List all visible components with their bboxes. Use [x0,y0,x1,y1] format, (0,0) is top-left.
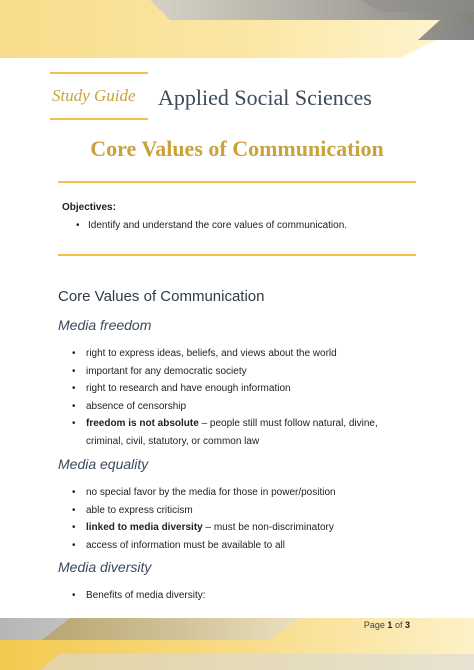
section-heading: Core Values of Communication [58,288,265,305]
list-item: • access of information must be available to all [72,537,412,555]
media-freedom-list [72,345,412,450]
page-number: Page 1 of 3 [363,620,410,630]
study-guide-label: Study Guide [52,86,136,105]
divider-top [58,181,416,183]
objectives-list [62,219,412,232]
subject-title: Applied Social Sciences [158,85,372,110]
subheading-media-freedom: Media freedom [58,317,152,333]
subheading-media-equality: Media equality [58,456,149,472]
header-banner [0,0,474,58]
objectives-block [62,202,412,232]
document-header [50,72,430,126]
document-title: Core Values of Communication [90,136,384,161]
study-guide-box [50,72,148,120]
objective-item: • Identify and understand the core values of communication. [62,219,412,232]
list-item: • important for any democratic society [72,363,412,381]
divider-bottom [58,254,416,256]
objectives-heading: Objectives: [62,202,116,213]
media-diversity-list [72,587,412,605]
list-item: • absence of censorship [72,398,412,416]
list-item: • linked to media diversity – must be non-discriminatory [72,519,412,537]
list-item: • no special favor by the media for those in power/position [72,484,412,502]
list-item: • freedom is not absolute – people still must follow natural, divine, criminal, civil, statutory, or common law [72,415,412,450]
list-item: • able to express criticism [72,502,412,520]
list-item: • right to research and have enough information [72,380,412,398]
list-item: • Benefits of media diversity: [72,587,412,605]
subheading-media-diversity: Media diversity [58,559,152,575]
media-equality-list [72,484,412,554]
list-item: • right to express ideas, beliefs, and views about the world [72,345,412,363]
